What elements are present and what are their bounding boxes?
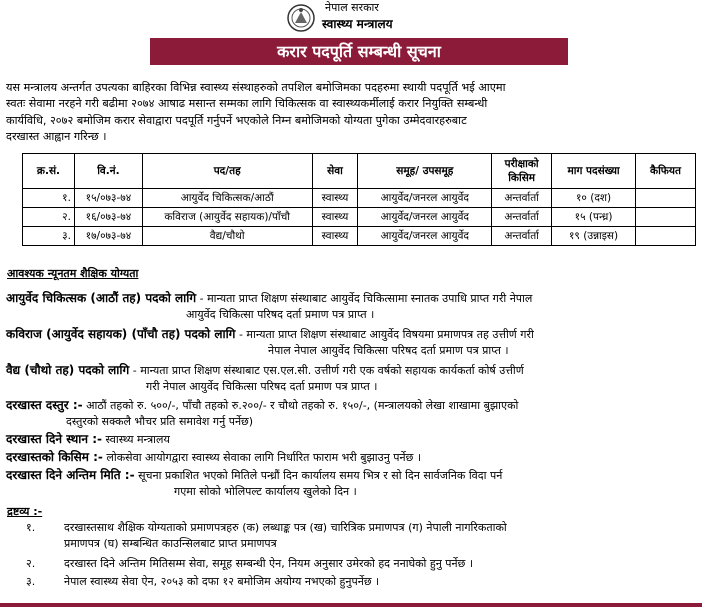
qualification-item xyxy=(6,290,696,323)
cell-service: स्वास्थ्य xyxy=(312,208,358,227)
qualification-label: कविराज (आयुर्वेद सहायक) (पाँचौ तह) पदको लागि xyxy=(6,327,236,341)
qualification-item xyxy=(6,326,696,359)
col-header: परीक्षाको किसिम xyxy=(492,154,552,189)
note-number: १. xyxy=(26,521,36,534)
cell-adv: १७/०७३-७४ xyxy=(74,227,142,246)
table-header-row xyxy=(23,154,696,189)
deadline-label: दरखास्त दिने अन्तिम मिति :- xyxy=(6,468,135,482)
cell-count: १९ (उन्नाइस) xyxy=(552,227,636,246)
deadline-text-cont: गएमा सोको भोलिपल्ट कार्यालय खुलेको दिन । xyxy=(174,485,357,498)
cell-exam: अन्तर्वार्ता xyxy=(492,189,552,208)
place-label: दरखास्त दिने स्थान :- xyxy=(6,432,103,446)
cell-exam: अन्तर्वार्ता xyxy=(492,208,552,227)
nepal-emblem-icon xyxy=(286,3,316,33)
cell-post: वैद्य/चौथो xyxy=(142,227,312,246)
qualification-text: - मान्यता प्राप्त शिक्षण संस्थाबाट आयुर्वेद विषयमा प्रमाणपत्र तह उत्तीर्ण गरी xyxy=(235,328,534,341)
form-text: लोकसेवा आयोगद्वारा स्वास्थ्य सेवाका लागि निर्धारित फाराम भरी बुझाउनु पर्नेछ । xyxy=(102,451,422,464)
cell-remark xyxy=(636,227,696,246)
qualification-text: - मान्यता प्राप्त शिक्षण संस्थाबाट आयुर्वेद चिकित्सामा स्नातक उपाधि प्राप्त गरी नेपाल xyxy=(196,292,533,305)
deadline-block xyxy=(6,467,696,500)
notice-title: करार पदपूर्ति सम्बन्धी सूचना xyxy=(150,38,568,65)
qualification-label: वैद्य (चौथो तह) पदको लागि xyxy=(6,363,130,377)
qualification-text-cont: आयुर्वेद चिकित्सा परिषद दर्ता प्रमाण पत्र प्राप्त । xyxy=(186,308,375,321)
government-name: नेपाल सरकार xyxy=(325,1,379,14)
note-text-cont: प्रमाणपत्र (घ) सम्बन्धित काउन्सिलबाट प्राप्त प्रमाणपत्र xyxy=(64,537,277,550)
note-item xyxy=(26,556,694,572)
bottom-border xyxy=(0,603,702,607)
notes-heading: द्रष्टव्य :- xyxy=(7,505,43,518)
col-header: समूह/ उपसमूह xyxy=(358,154,492,189)
cell-service: स्वास्थ्य xyxy=(312,189,358,208)
cell-sn: २. xyxy=(23,208,75,227)
col-header: माग पदसंख्या xyxy=(552,154,636,189)
note-text: नेपाल स्वास्थ्य सेवा ऐन, २०५३ को दफा १२ बमोजिम अयोग्य नभएको हुनुपर्नेछ । xyxy=(64,575,380,588)
table-row xyxy=(23,227,696,246)
note-text: दरखास्तसाथ शैक्षिक योग्यताको प्रमाणपत्रहरु (क) लब्धाङ्क पत्र (ख) चारित्रिक प्रमाणपत्र (ग) नेपाली नागरिकताको xyxy=(64,521,507,534)
col-header: वि.नं. xyxy=(74,154,142,189)
cell-group: आयुर्वेद/जनरल आयुर्वेद xyxy=(358,227,492,246)
note-text: दरखास्त दिने अन्तिम मितिसम्म सेवा, समूह सम्बन्धी ऐन, नियम अनुसार उमेरको हद ननाघेको हुनु पर्नेछ । xyxy=(64,557,474,570)
qualification-text: - मान्यता प्राप्त शिक्षण संस्थाबाट एस.एल.सी. उत्तीर्ण गरी एक वर्षको सहायक कार्यकर्ता कोर्ष उत्तीर्ण xyxy=(129,364,524,377)
cell-remark xyxy=(636,189,696,208)
table-row xyxy=(23,208,696,227)
cell-post: आयुर्वेद चिकित्सक/आठौं xyxy=(142,189,312,208)
posts-table xyxy=(22,153,696,246)
col-header: पद/तह xyxy=(142,154,312,189)
cell-group: आयुर्वेद/जनरल आयुर्वेद xyxy=(358,189,492,208)
cell-remark xyxy=(636,208,696,227)
qualification-heading: आवश्यक न्यूनतम शैक्षिक योग्यता xyxy=(7,267,139,280)
col-header: सेवा xyxy=(312,154,358,189)
note-item xyxy=(26,574,694,590)
cell-sn: ३. xyxy=(23,227,75,246)
table-row xyxy=(23,189,696,208)
note-number: २. xyxy=(26,557,36,570)
qualification-text-cont: गरी नेपाल आयुर्वेद चिकित्सा परिषद दर्ता प्रमाण पत्र प्राप्त । xyxy=(146,380,378,393)
cell-post: कविराज (आयुर्वेद सहायक)/पाँचौ xyxy=(142,208,312,227)
deadline-text: सूचना प्रकाशित भएको मितिले पन्ध्रौं दिन कार्यालय समय भित्र र सो दिन सार्वजनिक विदा पर्न xyxy=(134,469,503,482)
cell-exam: अन्तर्वार्ता xyxy=(492,227,552,246)
col-header: क्र.सं. xyxy=(23,154,75,189)
cell-count: १५ (पन्ध्र) xyxy=(552,208,636,227)
note-number: ३. xyxy=(26,575,36,588)
cell-adv: १६/०७३-७४ xyxy=(74,208,142,227)
fee-block xyxy=(6,397,696,430)
place-text: स्वास्थ्य मन्त्रालय xyxy=(102,433,170,446)
fee-label: दरखास्त दस्तुर :- xyxy=(6,398,83,412)
cell-group: आयुर्वेद/जनरल आयुर्वेद xyxy=(358,208,492,227)
cell-service: स्वास्थ्य xyxy=(312,227,358,246)
cell-sn: १. xyxy=(23,189,75,208)
fee-text-cont: दस्तुरको सक्कलै भौचर प्रति समावेश गर्नु पर्नेछ) xyxy=(66,415,254,428)
form-block xyxy=(6,449,696,466)
qualification-text-cont: नेपाल नेपाल आयुर्वेद चिकित्सा परिषद दर्ता प्रमाण पत्र प्राप्त । xyxy=(268,344,509,357)
cell-count: १० (दश) xyxy=(552,189,636,208)
place-block xyxy=(6,431,696,448)
cell-adv: १५/०७३-७४ xyxy=(74,189,142,208)
intro-paragraph: यस मन्त्रालय अन्तर्गत उपत्यका बाहिरका विभिन्न स्वास्थ्य संस्थाहरुको तपशिल बमोजिमका पदहरुमा स्थायी पदपूर्ति भई आएमा स्वतः सेवामा नरहने गरी बढीमा २०७४ आषाढ मसान्त सम्मका लागि चिकित्सक वा स्वास्थ्यकर्मीलाई करार नियुक्ति सम्बन्धी कार्यविधि, २०७२ बमोजिम करार सेवाद्वारा पदपूर्ति गर्नुपर्ने भएकोले निम्न बमोजिमको योग्यता पुगेका उम्मेदवारहरुबाट दरखास्त आह्वान गरिन्छ । xyxy=(6,81,506,144)
col-header: कैफियत xyxy=(636,154,696,189)
ministry-name: स्वास्थ्य मन्त्रालय xyxy=(322,17,393,31)
form-label: दरखास्तको किसिम :- xyxy=(6,450,103,464)
qualification-label: आयुर्वेद चिकित्सक (आठौं तह) पदको लागि xyxy=(6,291,197,305)
qualification-item xyxy=(6,362,696,395)
fee-text: आठौं तहको रु. ५००/-, पाँचौ तहको रु.२००/- र चौथो तहको रु. १५०/-, (मन्त्रालयको लेखा शाखामा बुझाएको xyxy=(82,399,519,412)
note-item xyxy=(26,520,694,552)
